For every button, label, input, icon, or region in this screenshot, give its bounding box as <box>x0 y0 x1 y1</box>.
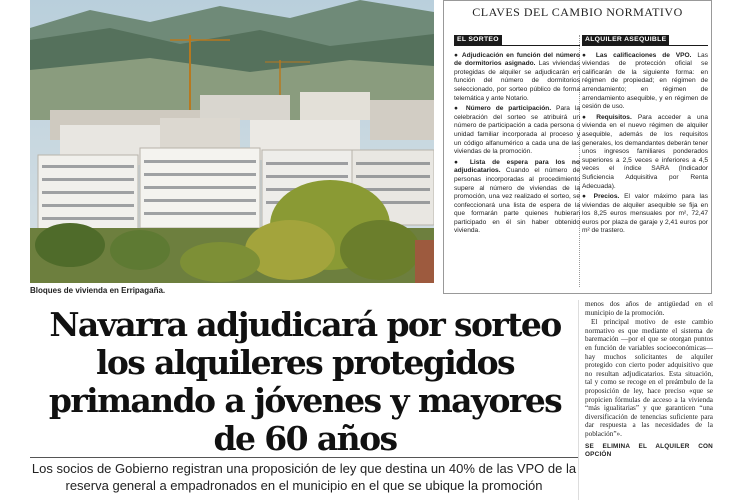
column-rule <box>578 300 579 500</box>
sorteo-heading: EL SORTEO <box>454 35 502 46</box>
section-kicker: SE ELIMINA EL ALQUILER CON OPCIÓN <box>585 442 713 459</box>
box-title: CLAVES DEL CAMBIO NORMATIVO <box>472 5 683 19</box>
body-paragraph: El principal motivo de este cambio normativo es que mediante el sistema de baremación —por el que se otorgan puntos en función de variables socioeconómicas— hay muchos solicitantes de alquiler protegido con cierto poder adquisitivo que no resultan adjudicatarios. Esta situación, tal y como se recoge en el preámbulo de la proposición de ley, hace preciso «que se propicien fórmulas de acceso a la vivienda “más igualitarias” y que garanticen “una diversificación de tenencias suficiente para dar respuesta a las necesidades de la población”». <box>585 318 713 438</box>
alquiler-heading: ALQUILER ASEQUIBLE <box>582 35 669 46</box>
alquiler-item: ● Precios. El valor máximo para las viviendas de alquiler asequible se fija en los 8,25 euros mensuales por m², 72,47 euros por plaza de garaje y 2,41 euros por m² de trastero. <box>582 193 708 235</box>
subheadline: Los socios de Gobierno registran una proposición de ley que destina un 40% de las VPO de la reserva general a empadronados en el municipio en el que se ubique la promoción <box>30 457 578 494</box>
body-column <box>585 300 713 461</box>
news-photo <box>30 0 434 283</box>
claves-box <box>443 0 712 294</box>
alquiler-item: ● Las calificaciones de VPO. Las viviendas de protección oficial se calificarán de la siguiente forma: en régimen de propiedad; en régimen de arrendamiento; en régimen de arrendamiento asequible, y en régimen de cesión de uso. <box>582 51 709 111</box>
photo-caption: Bloques de vivienda en Erripagaña. <box>30 286 166 295</box>
headline: Navarra adjudicará por sorteo los alquileres protegidos primando a jóvenes y mayores de 60 años <box>48 305 562 458</box>
sorteo-item: ● Lista de espera para los no adjudicatarios. Cuando el número de personas incorporadas al procedimiento supere al número de viviendas de la promoción, una vez realizado el sorteo, se confeccionará una lista de espera de la que formarán parte quienes hubieran participado en él sin haber obtenido vivienda. <box>454 158 580 235</box>
alquiler-item: ● Requisitos. Para acceder a una vivienda en el nuevo régimen de alquiler asequible, además de los requisitos generales, los demandantes deberán tener unos ingresos familiares ponderados superiores a 2,5 veces e inferiores a 4,5 veces el índice SARA (Indicador Suficiencia Adquisitiva por Renta Adecuada). <box>582 113 708 190</box>
sorteo-item: ● Adjudicación en función del número de dormitorios asignado. Las viviendas protegidas de alquiler se adjudicarán en función del número de dormitorios seleccionado, por sorteo público de forma telemática y ante Notario. <box>454 51 580 102</box>
housing-blocks-image <box>30 0 434 283</box>
body-paragraph: menos dos años de antigüedad en el municipio de la promoción. <box>585 300 713 317</box>
alquiler-column <box>582 35 708 238</box>
sorteo-column <box>454 35 580 238</box>
sorteo-item: ● Número de participación. Para la celebración del sorteo se atribuirá un número de participación a cada persona o unidad familiar incorporada al proceso y un código alfanumérico a cada una de las viviendas de la promoción. <box>454 105 580 156</box>
